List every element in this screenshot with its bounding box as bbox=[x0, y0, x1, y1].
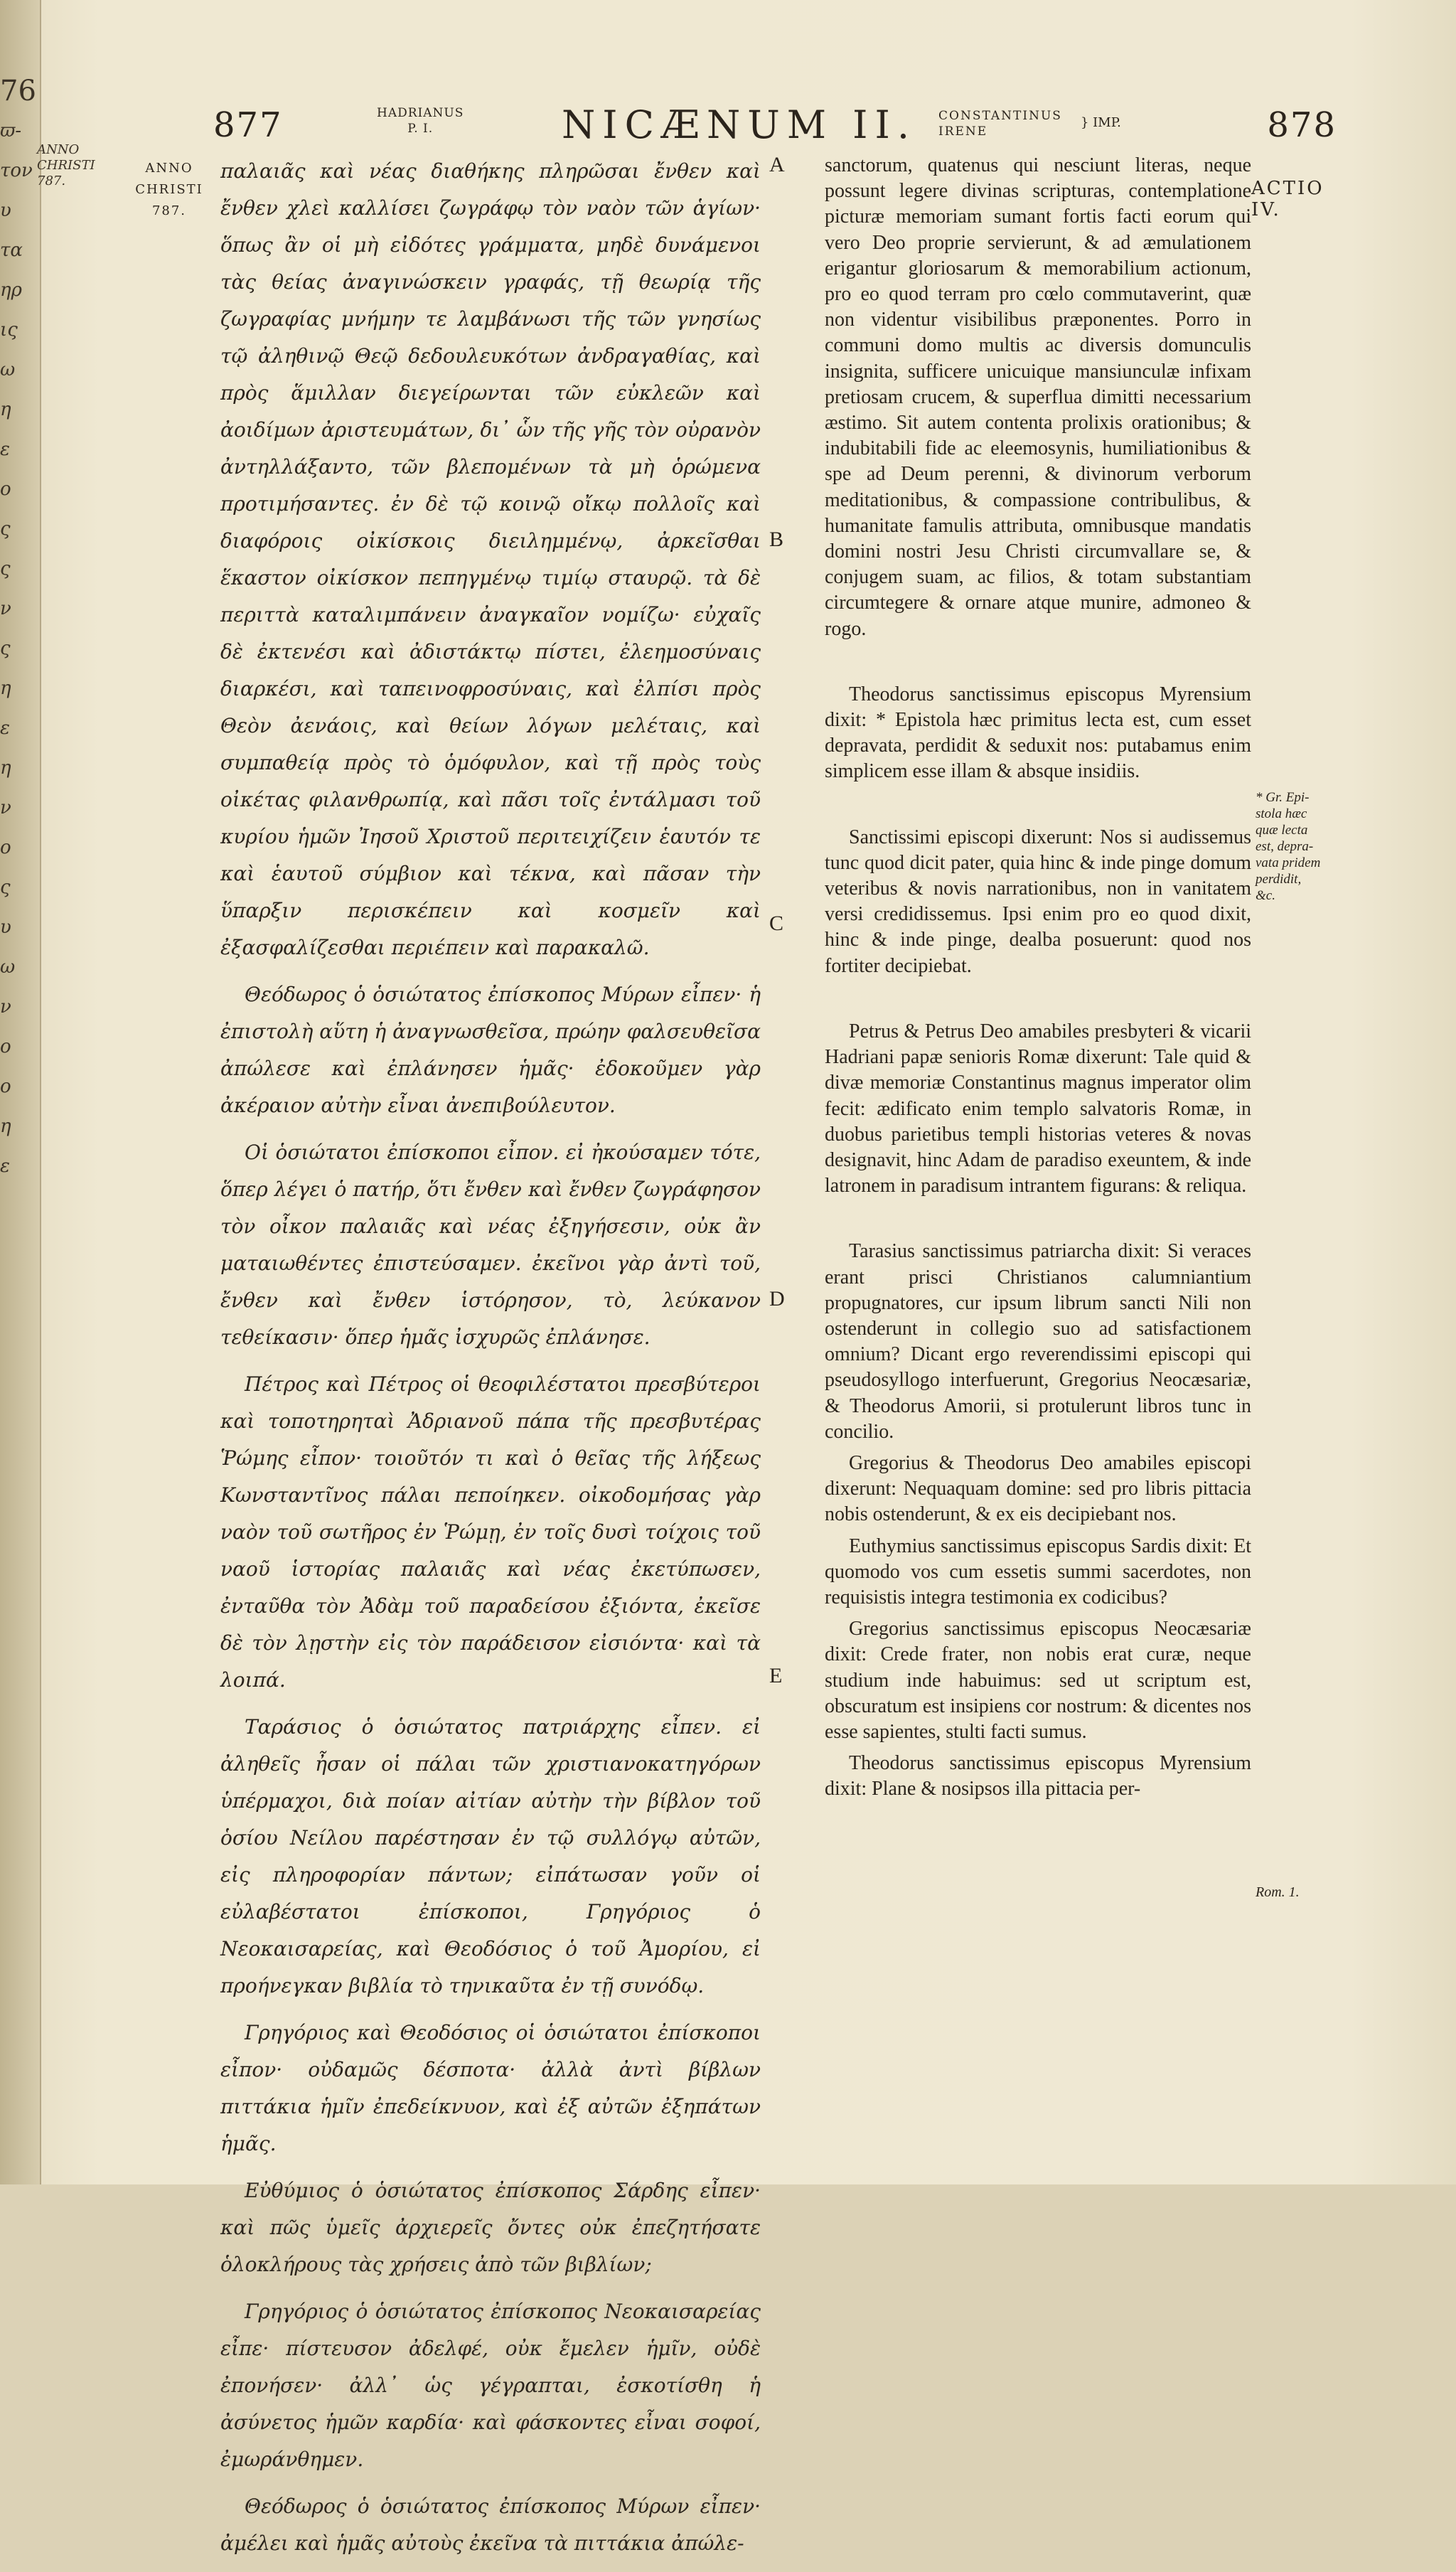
section-letter-a: A bbox=[769, 153, 785, 176]
previous-page-margin-letter: ς bbox=[0, 638, 11, 659]
previous-page-margin-letter: ς bbox=[0, 877, 11, 898]
previous-page-margin-letter: ις bbox=[0, 319, 18, 341]
previous-page-margin-letter: η bbox=[0, 678, 11, 699]
section-letter-b: B bbox=[769, 528, 784, 551]
previous-page-margin-letter: ν bbox=[0, 598, 11, 619]
greek-paragraph: Εὐθύμιος ὁ ὁσιώτατος ἐπίσκοπος Σάρδης εἶπεν· καὶ πῶς ὑμεῖς ἀρχιερεῖς ὄντες οὐκ ἐπεζητήσατε ὁλοκλήρους τὰς χρήσεις ἀπὸ τῶν βιβλίων; bbox=[220, 2179, 761, 2276]
greek-paragraph: παλαιᾶς καὶ νέας διαθήκης πληρῶσαι ἔνθεν καὶ ἔνθεν χλεὶ καλλίσει ζωγράφῳ τὸν ναὸν τῶν ἁγίων· ὅπως ἂν οἱ μὴ εἰδότες γράμματα, μηδὲ δυνάμενοι τὰς θείας ἀναγινώσκειν γραφάς, τῇ θεωρίᾳ τῆς ζωγραφίας μνήμην τε λαμβάνωσι τῆς τῶν γνησίως τῷ ἀληθινῷ Θεῷ δεδουλευκότων ἀνδραγαθίας, καὶ πρὸς ἅμιλλαν διεγείρωνται τῶν εὐκλεῶν καὶ ἀοιδίμων ἀριστευμάτων, δι᾽ ὧν τῆς γῆς τὸν οὐρανὸν ἀντηλλάξαντο, τῶν βλεπομένων τὰ μὴ ὁρώμενα προτιμήσαντες. ἐν δὲ τῷ κοινῷ οἴκῳ πολλοῖς καὶ διαφόροις οἰκίσκοις διειλημμένῳ, ἀρκεῖσθαι ἕκαστον οἰκίσκον πεπηγμένῳ τιμίῳ σταυρῷ. τὰ δὲ περιττὰ καταλιμπάνειν ἀναγκαῖον νομίζω· εὐχαῖς δὲ ἐκτενέσι καὶ ἀδιστάκτῳ πίστει, ἐλεημοσύναις διαρκέσι, καὶ ταπεινοφροσύναις, καὶ ἐλπίσι πρὸς Θεὸν ἀενάοις, καὶ θείων λόγων μελέταις, καὶ συμπαθείᾳ πρὸς τὸ ὁμόφυλον, καὶ τῇ πρὸς τοὺς οἰκέτας φιλανθρωπίᾳ, καὶ πᾶσι τοῖς ἐντάλμασι τοῦ κυρίου ἡμῶν Ἰησοῦ Χριστοῦ περιτειχίζειν ἑαυτόν τε καὶ ἑαυτοῦ σύμβιον καὶ τέκνα, καὶ πᾶσαν τὴν ὕπαρξιν περισκέπειν καὶ κοσμεῖν καὶ ἐξασφαλίζεσθαι περιέπειν καὶ παρακαλῶ. bbox=[220, 159, 761, 959]
header-emperors bbox=[938, 108, 1062, 139]
anno-line: CHRISTI bbox=[135, 182, 203, 197]
hadrianus-label: HADRIANUS bbox=[377, 106, 464, 120]
greek-paragraph: Πέτρος καὶ Πέτρος οἱ θεοφιλέστατοι πρεσβύτεροι καὶ τοποτηρηταὶ Ἀδριανοῦ πάπα τῆς πρεσβυτέρας Ῥώμης εἶπον· τοιοῦτόν τι καὶ ὁ θεῖας τῆς λήξεως Κωνσταντῖνος πάλαι πεποίηκεν. οἰκοδομήσας γὰρ ναὸν τοῦ σωτῆρος ἐν Ῥώμῃ, ἐν τοῖς δυσὶ τοίχοις τοῦ ναοῦ ἱστορίας παλαιᾶς καὶ νέας ἐκετύπωσεν, ἐνταῦθα τὸν Ἀδὰμ τοῦ παραδείσου ἐξιόντα, ἐκεῖσε δὲ τὸν λῃστὴν εἰς τὸν παράδεισον εἰσιόντα· καὶ τὰ λοιπά. bbox=[220, 1372, 761, 1692]
previous-page-margin-letter: ω bbox=[0, 956, 16, 978]
note-line: stola hæc bbox=[1256, 806, 1307, 821]
previous-page-margin-letter: ε bbox=[0, 1156, 10, 1177]
section-letter-d: D bbox=[769, 1287, 785, 1311]
previous-page-margin-letter: ϖ- bbox=[0, 120, 21, 142]
latin-paragraph: Euthymius sanctissimus episcopus Sardis dixit: Et quomodo vos cum essetis summi sacerdotes, non requisistis integra testimonia ex codicibus? bbox=[825, 1535, 1251, 1608]
anno-line: 787. bbox=[151, 203, 187, 218]
previous-page-margin-letter: η bbox=[0, 399, 11, 420]
greek-column bbox=[220, 153, 761, 2572]
note-line: perdidit, bbox=[1256, 872, 1302, 887]
greek-paragraph: Θεόδωρος ὁ ὁσιώτατος ἐπίσκοπος Μύρων εἶπεν· ἡ ἐπιστολὴ αὕτη ἡ ἀναγνωσθεῖσα, πρώην φαλσευθεῖσα ἀπώλεσε καὶ ἐπλάνησεν ἡμᾶς· ἐδοκοῦμεν γὰρ ἀκέραιον αὐτὴν εἶναι ἀνεπιβούλευτον. bbox=[220, 983, 761, 1117]
latin-paragraph: Tarasius sanctissimus patriarcha dixit: Si veraces erant prisci Christianos calumniantium propugnatores, cur ipsum librum sancti Nili non ostenderunt in collegio suo ad satisfactionem omnium? Dicant ergo reverendissimi episcopi qui pseudosyllogo interfuerunt, Gregorius Neocæsariæ, & Theodorus Amorii, si protulerunt libros tunc in concilio. bbox=[825, 1240, 1251, 1443]
latin-paragraph: Sanctissimi episcopi dixerunt: Nos si audissemus tunc quod dicit pater, quia hinc & inde pinge domum veteribus & novis narrationibus, non in vanitatem versi credidissemus. Ipsi enim pro eo quod dixit, hinc & inde pinge, dealba posuerunt: quod nos fortiter decipiebat. bbox=[825, 826, 1251, 977]
section-letter-e: E bbox=[769, 1664, 783, 1687]
greek-paragraph: Θεόδωρος ὁ ὁσιώτατος ἐπίσκοπος Μύρων εἶπεν· ἀμέλει καὶ ἡμᾶς αὐτοὺς ἐκεῖνα τὰ πιττάκια ἀπώλε- bbox=[220, 2494, 761, 2555]
previous-page-margin-letter: ς bbox=[0, 558, 11, 580]
latin-column bbox=[825, 153, 1251, 1808]
previous-page-margin-letter: υ bbox=[0, 200, 11, 221]
anno-line: ANNO bbox=[145, 161, 193, 176]
header-imp: } IMP. bbox=[1081, 115, 1121, 130]
previous-page-margin-letter: ηρ bbox=[0, 279, 22, 301]
greek-paragraph: Γρηγόριος καὶ Θεοδόσιος οἱ ὁσιώτατοι ἐπίσκοποι εἶπον· οὐδαμῶς δέσποτα· ἀλλὰ ἀντὶ βίβλων πιττάκια ἡμῖν ἐπεδείκνυον, καὶ ἐξ αὐτῶν ἐξηπάτων ἡμᾶς. bbox=[220, 2021, 761, 2155]
latin-paragraph: Gregorius & Theodorus Deo amabiles episcopi dixerunt: Nequaquam domine: sed pro libris pittacia nobis ostenderunt, & ex eis decipiebant nos. bbox=[825, 1451, 1251, 1526]
margin-note bbox=[1256, 789, 1341, 904]
previous-page-margin-letter: υ bbox=[0, 917, 11, 938]
constantinus-label: CONSTANTINUS bbox=[938, 109, 1062, 123]
previous-page-margin-letter: τον bbox=[0, 160, 33, 181]
previous-page-margin-letter: ν bbox=[0, 797, 11, 818]
hadrianus-sub: P. I. bbox=[407, 122, 434, 136]
page-number-left: 877 bbox=[213, 105, 283, 145]
header-hadrianus bbox=[377, 105, 464, 137]
greek-paragraph: Ταράσιος ὁ ὁσιώτατος πατριάρχης εἶπεν. εἰ ἀληθεῖς ἦσαν οἱ πάλαι τῶν χριστιανοκατηγόρων ὑπέρμαχοι, διὰ ποίαν αἰτίαν αὐτὴν τὴν βίβλον τοῦ ὁσίου Νείλου παρέστησαν ἐν τῷ συλλόγῳ αὐτῶν, εἰς πληροφορίαν πάντων; εἰπάτωσαν γοῦν οἱ εὐλαβέστατοι ἐπίσκοποι, Γρηγόριος ὁ Νεοκαισαρείας, καὶ Θεοδόσιος ὁ τοῦ Ἀμορίου, εἰ προήνεγκαν βιβλία τὸ τηνικαῦτα ἐν τῇ συνόδῳ. bbox=[220, 1715, 761, 1997]
note-line: vata pridem bbox=[1256, 855, 1321, 870]
note-line: est, depra- bbox=[1256, 839, 1314, 854]
previous-page-margin-letter: ο bbox=[0, 837, 11, 858]
previous-page-margin-letter: ο bbox=[0, 1036, 11, 1057]
actio-line: ACTIO bbox=[1251, 178, 1324, 199]
previous-page-margin-letter: ο bbox=[0, 1076, 11, 1097]
actio-line: IV. bbox=[1251, 199, 1281, 220]
section-letter-c: C bbox=[769, 912, 784, 935]
irene-label: IRENE bbox=[938, 124, 988, 139]
previous-page-number: 76 bbox=[0, 75, 36, 107]
previous-page-margin-letter: ν bbox=[0, 996, 11, 1018]
note-line: * Gr. Epi- bbox=[1256, 790, 1310, 805]
page-title: NICÆNUM II. bbox=[562, 102, 916, 147]
previous-page-margin-letter: ο bbox=[0, 479, 11, 500]
margin-anno-christi bbox=[134, 158, 205, 222]
previous-page-margin-letter: ε bbox=[0, 717, 10, 739]
latin-paragraph: Gregorius sanctissimus episcopus Neocæsariæ dixit: Crede frater, non nobis erat curæ, neque studium inde habuimus: sed ut scriptum est, obscuratum est insipiens cor nostrum: & dicentes nos esse sapientes, stulti facti sumus. bbox=[825, 1618, 1251, 1743]
previous-page-anno: ANNO CHRISTI 787. bbox=[37, 142, 95, 188]
page-number-right: 878 bbox=[1267, 105, 1337, 145]
latin-paragraph: Theodorus sanctissimus episcopus Myrensium dixit: Plane & nosipsos illa pittacia per- bbox=[825, 1752, 1251, 1800]
previous-page-margin-letter: η bbox=[0, 1116, 11, 1137]
greek-paragraph: Γρηγόριος ὁ ὁσιώτατος ἐπίσκοπος Νεοκαισαρείας εἶπε· πίστευσον ἀδελφέ, οὐκ ἔμελεν ἡμῖν, οὐδὲ ἐπονήσεν· ἀλλ᾽ ὡς γέγραπται, ἐσκοτίσθη ἡ ἀσύνετος ἡμῶν καρδία· καὶ φάσκοντες εἶναι σοφοί, ἐμωράνθημεν. bbox=[220, 2300, 761, 2471]
previous-page-edge bbox=[0, 71, 38, 1186]
greek-paragraph: Οἱ ὁσιώτατοι ἐπίσκοποι εἶπον. εἰ ἠκούσαμεν τότε, ὅπερ λέγει ὁ πατήρ, ὅτι ἔνθεν καὶ ἔνθεν ζωγράφησον τὸν οἶκον παλαιᾶς καὶ νέας ἐξηγήσεσιν, οὐκ ἂν ματαιωθέντες ἐπιστεύσαμεν. ἐκεῖνοι γὰρ ἀντὶ τοῦ, ἔνθεν καὶ ἔνθεν ἱστόρησον, τὸ, λεύκανον τεθείκασιν· ὅπερ ἡμᾶς ἰσχυρῶς ἐπλάνησε. bbox=[220, 1141, 761, 1349]
previous-page-margin-letter: η bbox=[0, 757, 11, 779]
latin-paragraph: sanctorum, quatenus qui nesciunt literas, neque possunt legere divinas scripturas, contemplatione picturæ memoriam sumant fortis facti eorum qui vero Deo proprie servierunt, & ad æmulationem erigantur gloriosarum & memorabilium actionum, pro eo quod terram pro cœlo commutaverint, quæ non videntur visibilibus præponentes. Porro in communi domo multis ac diversis domunculis insignita, sufficere unicuique mansiunculæ infixam pretiosam crucem, & superflua dimitti necessarium æstimo. Sit autem contenta prolixis orationibus; & indubitabili fide ac eleemosynis, humiliationibus & spe ad Deum perenni, & divinorum verborum meditationibus, & compassione contribulibus, & humanitate famulis attributa, omnibusque mandatis domini nostri Jesu Christi circumvallare se, & conjugem suam, ac filios, & totam substantiam circumtegere & ornare atque munire, admoneo & rogo. bbox=[825, 154, 1251, 640]
latin-paragraph: Petrus & Petrus Deo amabiles presbyteri & vicarii Hadriani papæ senioris Romæ dixerunt: Tale quid & divæ memoriæ Constantinus magnus imperator olim fecit: ædificato enim templo salvatoris Romæ, in duobus parietibus templi historias veteres & novas designavit, hinc Adam de paradiso exeuntem, & inde latronem in paradisum intrantem figurans: & reliqua. bbox=[825, 1020, 1251, 1197]
latin-paragraph: Theodorus sanctissimus episcopus Myrensium dixit: * Epistola hæc primitus lecta est, cum esset depravata, perdidit & seduxit nos: putabamus enim simplicem esse illam & absque insidiis. bbox=[825, 683, 1251, 783]
previous-page-margin-letter: ω bbox=[0, 359, 16, 380]
margin-rom-reference: Rom. 1. bbox=[1256, 1884, 1300, 1900]
previous-page-margin-letter: ε bbox=[0, 439, 10, 460]
margin-actio bbox=[1251, 178, 1337, 220]
previous-page-margin-letter: τα bbox=[0, 240, 23, 261]
previous-page-margin-letter: ς bbox=[0, 518, 11, 540]
note-line: quæ lecta bbox=[1256, 823, 1308, 838]
note-line: &c. bbox=[1256, 888, 1275, 903]
